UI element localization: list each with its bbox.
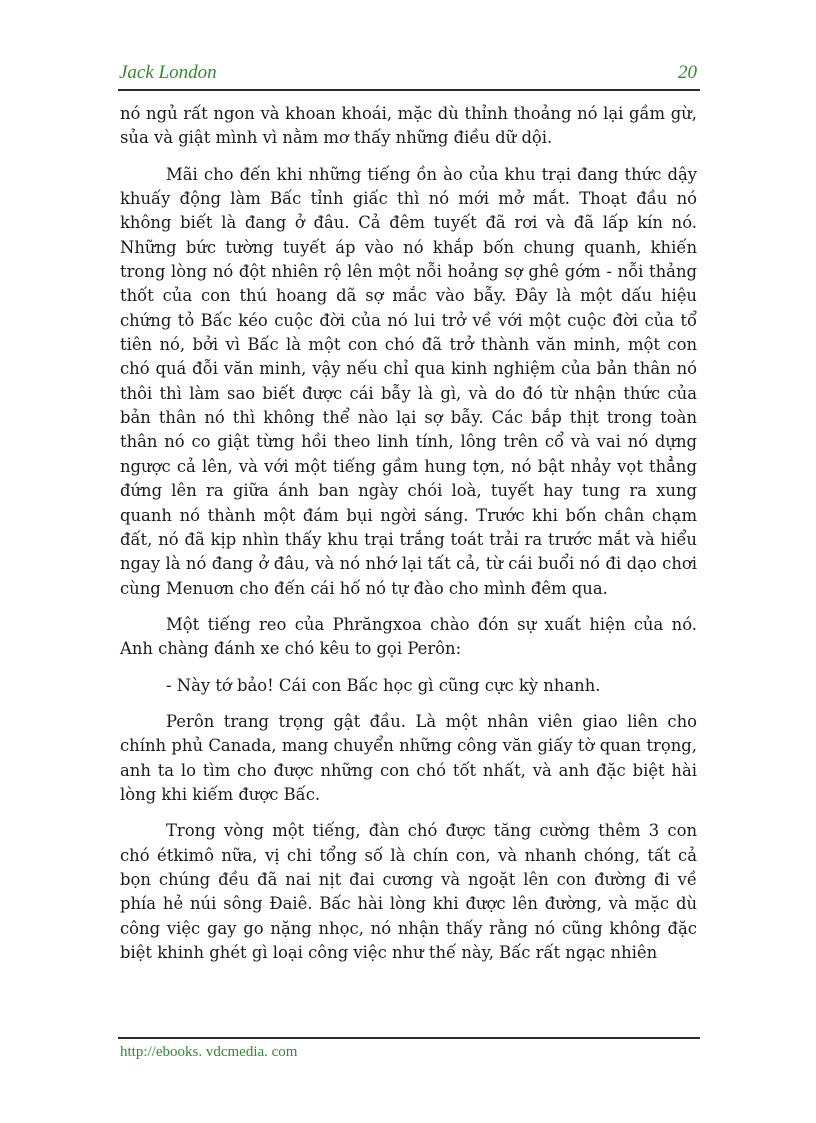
paragraph-6: Trong vòng một tiếng, đàn chó được tăng cường thêm 3 con chó étkimô nữa, vị chi tổng số là chín con, và nhanh chóng, tất cả bọn chúng đều đã nai nịt đai cương và ngoặt lên con đường đi về phía hẻ núi sông Đaiê. Bấc hài lòng khi được lên đường, và mặc dù công việc gay go nặng nhọc, nó nhận thấy rằng nó cũng không đặc biệt khinh ghét gì loại công việc như thế này, Bấc rất ngạc nhiên <box>120 821 697 962</box>
author-name: Jack London <box>119 62 217 83</box>
body-text <box>120 102 697 977</box>
paragraph-3: Một tiếng reo của Phrăngxoa chào đón sự xuất hiện của nó. Anh chàng đánh xe chó kêu to gọi Perôn: <box>120 614 697 659</box>
page-number: 20 <box>678 62 697 83</box>
paragraph-5: Perôn trang trọng gật đầu. Là một nhân viên giao liên cho chính phủ Canada, mang chuyển những công văn giấy tờ quan trọng, anh ta lo tìm cho được những con chó tốt nhất, và anh đặc biệt hài lòng khi kiếm được Bấc. <box>120 711 697 804</box>
paragraph-2: Mãi cho đến khi những tiếng ồn ào của khu trại đang thức dậy khuấy động làm Bấc tỉnh giấc thì nó mới mở mắt. Thoạt đầu nó không biết là đang ở đâu. Cả đêm tuyết đã rơi và đã lấp kín nó. Những bức tường tuyết áp vào nó khắp bốn chung quanh, khiến trong lòng nó đột nhiên rộ lên một nỗi hoảng sợ ghê gớm - nỗi thảng thốt của con thú hoang dã sợ mắc vào bẫy. Đây là một dấu hiệu chứng tỏ Bấc kéo cuộc đời của nó lui trở về với một cuộc đời của tổ tiên nó, bởi vì Bấc là một con chó đã trở thành văn minh, một con chó quá đỗi văn minh, vậy nếu chỉ qua kinh nghiệm của bản thân nó thôi thì làm sao biết được cái bẫy là gì, và do đó từ nhận thức của bản thân nó thì không thể nào lại sợ bẫy. Các bắp thịt trong toàn thân nó co giật từng hồi theo linh tính, lông trên cổ và vai nó dựng ngược cả lên, và với một tiếng gầm hung tợn, nó bật nhảy vọt thẳng đứng lên ra giữa ánh ban ngày chói loà, tuyết hay tung ra xung quanh nó thành một đám bụi ngời sáng. Trước khi bốn chân chạm đất, nó đã kịp nhìn thấy khu trại trắng toát trải ra trước mắt và hiểu ngay là nó đang ở đâu, và nó nhớ lại tất cả, từ cái buổi nó đi dạo chơi cùng Menuơn cho đến cái hố nó tự đào cho mình đêm qua. <box>120 164 697 598</box>
footer-url[interactable]: http://ebooks. vdcmedia. com <box>120 1044 298 1060</box>
paragraph-1: nó ngủ rất ngon và khoan khoái, mặc dù thỉnh thoảng nó lại gầm gừ, sủa và giật mình vì nằm mơ thấy những điều dữ dội. <box>120 104 697 148</box>
footer-divider <box>118 1037 700 1039</box>
header-divider <box>118 89 700 91</box>
paragraph-4: - Này tớ bảo! Cái con Bấc học gì cũng cực kỳ nhanh. <box>166 675 601 695</box>
page-header <box>119 62 699 88</box>
